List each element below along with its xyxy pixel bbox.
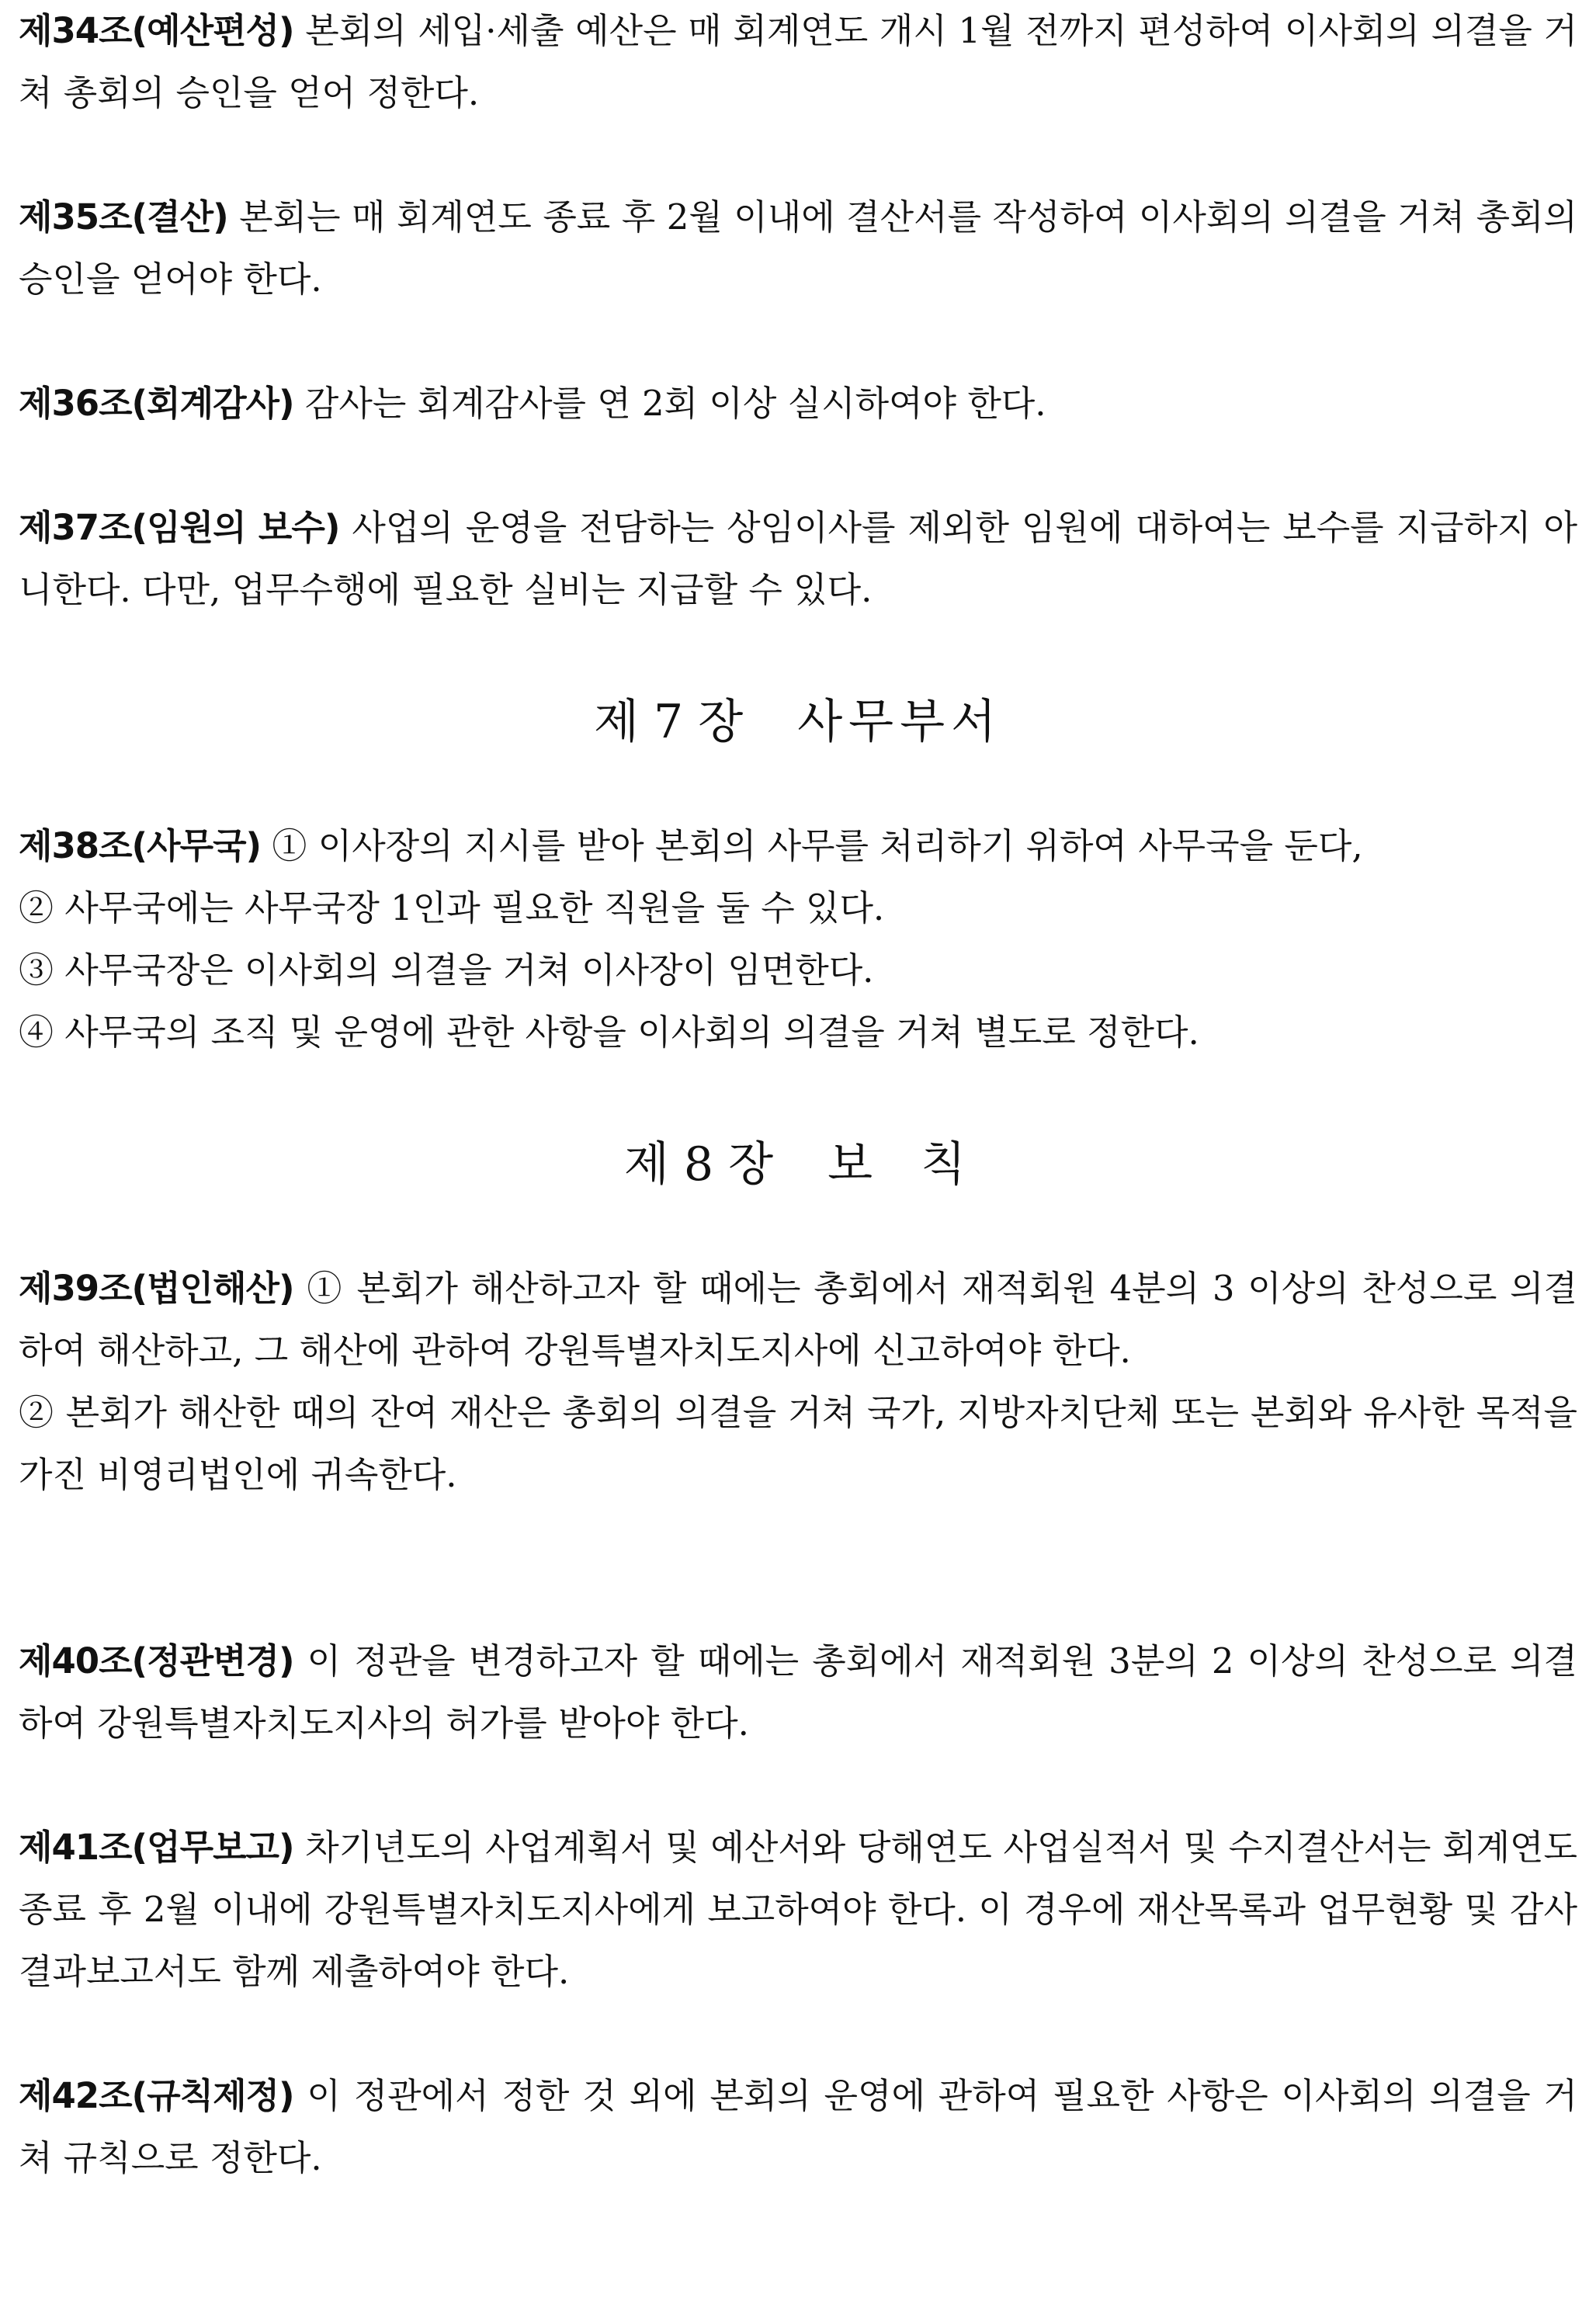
article-heading: 제37조(임원의 보수) (19, 507, 340, 548)
chapter-7-heading (0, 691, 1596, 753)
article-36 (19, 373, 1577, 435)
article-heading: 제39조(법인해산) (19, 1268, 294, 1309)
article-text: 본회는 매 회계연도 종료 후 2월 이내에 결산서를 작성하여 이사회의 의결을 거쳐 총회의 승인을 얻어야 한다. (19, 196, 1577, 300)
article-heading: 제42조(규칙제정) (19, 2075, 294, 2116)
chapter-8-heading (0, 1133, 1596, 1196)
article-heading: 제38조(사무국) (19, 825, 262, 866)
article-text: ① 이사장의 지시를 받아 본회의 사무를 처리하기 위하여 사무국을 둔다, (261, 825, 1363, 866)
article-39 (19, 1258, 1577, 1506)
article-item: ④ 사무국의 조직 및 운영에 관한 사항을 이사회의 의결을 거쳐 별도로 정한다. (19, 1012, 1199, 1053)
article-text: 감사는 회계감사를 연 2회 이상 실시하여야 한다. (293, 383, 1046, 424)
article-heading: 제34조(예산편성) (19, 10, 294, 51)
article-40 (19, 1630, 1577, 1754)
article-41 (19, 1817, 1577, 2003)
article-text: ① 본회가 해산하고자 할 때에는 총회에서 재적회원 4분의 3 이상의 찬성으로 의결하여 해산하고, 그 해산에 관하여 강원특별자치도지사에 신고하여야 한다. (19, 1268, 1577, 1371)
article-text: 사업의 운영을 전담하는 상임이사를 제외한 임원에 대하여는 보수를 지급하지 아니한다. 다만, 업무수행에 필요한 실비는 지급할 수 있다. (19, 507, 1577, 610)
article-34 (19, 0, 1577, 124)
chapter-title: 사무부서 (797, 695, 1003, 749)
article-37 (19, 497, 1577, 621)
article-text: 본회의 세입·세출 예산은 매 회계연도 개시 1월 전까지 편성하여 이사회의 의결을 거쳐 총회의 승인을 얻어 정한다. (19, 10, 1577, 113)
article-42 (19, 2065, 1577, 2189)
chapter-number: 제 8 장 (623, 1137, 774, 1192)
article-heading: 제40조(정관변경) (19, 1640, 294, 1682)
article-38 (19, 815, 1577, 1064)
article-heading: 제41조(업무보고) (19, 1827, 294, 1868)
article-item: ③ 사무국장은 이사회의 의결을 거쳐 이사장이 임면한다. (19, 949, 874, 991)
chapter-title: 보 칙 (827, 1137, 973, 1192)
article-text: 차기년도의 사업계획서 및 예산서와 당해연도 사업실적서 및 수지결산서는 회계연도 종료 후 2월 이내에 강원특별자치도지사에게 보고하여야 한다. 이 경우에 재산목록과 업무현황 및 감사 결과보고서도 함께 제출하여야 한다. (19, 1827, 1577, 1992)
article-text: 이 정관에서 정한 것 외에 본회의 운영에 관하여 필요한 사항은 이사회의 의결을 거쳐 규칙으로 정한다. (19, 2075, 1577, 2178)
article-text: 이 정관을 변경하고자 할 때에는 총회에서 재적회원 3분의 2 이상의 찬성으로 의결하여 강원특별자치도지사의 허가를 받아야 한다. (19, 1640, 1577, 1744)
article-item: ② 사무국에는 사무국장 1인과 필요한 직원을 둘 수 있다. (19, 887, 885, 928)
article-heading: 제35조(결산) (19, 196, 228, 238)
chapter-number: 제 7 장 (593, 695, 744, 749)
article-35 (19, 186, 1577, 311)
article-item: ② 본회가 해산한 때의 잔여 재산은 총회의 의결을 거쳐 국가, 지방자치단체 또는 본회와 유사한 목적을 가진 비영리법인에 귀속한다. (19, 1392, 1577, 1495)
article-heading: 제36조(회계감사) (19, 383, 294, 424)
